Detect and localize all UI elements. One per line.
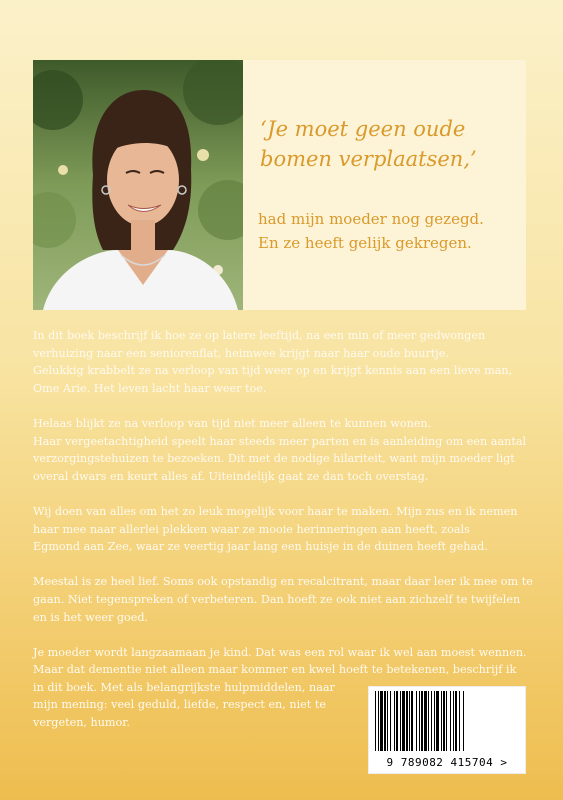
barcode-bar [436, 691, 439, 751]
barcode-bar [459, 691, 460, 751]
pull-quote-continuation: had mijn moeder nog gezegd. En ze heeft gelijk gekregen. [258, 210, 484, 252]
barcode-bar [384, 691, 386, 751]
barcode-bar [455, 691, 457, 751]
barcode-bar [421, 691, 423, 751]
barcode-bar [409, 691, 410, 751]
barcode-bar [419, 691, 420, 751]
barcode-bar [453, 691, 454, 751]
barcode-bar [434, 691, 435, 751]
barcode-bar [428, 691, 429, 751]
barcode-bar [424, 691, 427, 751]
barcode-bar [416, 691, 417, 751]
barcode-bar [406, 691, 408, 751]
blurb-paragraph-5: Je moeder wordt langzaamaan je kind. Dat was een rol waar ik wel aan moest wennen. Maar dat dementie niet alleen maar kommer en kwel hoeft te betekenen, beschrijf ik in dit boek. Met als belangrijkste hulpmiddelen, naar mijn mening: veel geduld, liefde, respect en, niet te vergeten, humor. [33, 645, 527, 730]
isbn-barcode [368, 686, 526, 774]
blurb-paragraph-2: Helaas blijkt ze na verloop van tijd niet meer alleen te kunnen wonen. Haar vergeetachtigheid speelt haar steeds meer parten en is aanleiding om een aantal verzorgingstehuizen te bezoeken. Dit met de nodige hilariteit, want mijn moeder ligt overal dwars en keurt alles af. Uiteindelijk gaat ze dan toch overstag. [33, 416, 527, 483]
barcode-bar [443, 691, 445, 751]
barcode-bar [463, 691, 464, 751]
back-cover-blurb [33, 327, 533, 732]
barcode-bar [450, 691, 451, 751]
barcode-bar [431, 691, 432, 751]
barcode-bar [378, 691, 379, 751]
barcode-bar [380, 691, 383, 751]
barcode-bars [369, 687, 525, 753]
blurb-paragraph-3: Wij doen van alles om het zo leuk mogelijk voor haar te maken. Mijn zus en ik nemen haar mee naar allerlei plekken waar ze mooie herinneringen aan heeft, zoals Egmond aan Zee, waar ze veertig jaar lang een huisje in de duinen heeft gehad. [33, 504, 518, 554]
blurb-paragraph-4: Meestal is ze heel lief. Soms ook opstandig en recalcitrant, maar daar leer ik mee om te gaan. Niet tegenspreken of verbeteren. Dan hoeft ze ook niet aan zichzelf te twijfelen en is het weer goed. [33, 575, 533, 624]
author-photo [33, 60, 243, 310]
blurb-paragraph-1: In dit boek beschrijf ik hoe ze op latere leeftijd, na een min of meer gedwongen verhuizing naar een seniorenflat, heimwee krijgt naar haar oude buurtje. Gelukkig krabbelt ze na verloop van tijd weer op en krijgt kennis aan een lieve man, Ome Arie. Het leven lacht haar weer toe. [33, 329, 513, 395]
barcode-bar [411, 691, 413, 751]
barcode-bar [400, 691, 401, 751]
pull-quote: ‘Je moet geen oude bomen verplaatsen,’ [260, 117, 477, 171]
barcode-bar [390, 691, 391, 751]
barcode-bar [375, 691, 376, 751]
author-photo-illustration [33, 60, 243, 310]
barcode-bar [446, 691, 447, 751]
isbn-number: 9 789082 415704 > [386, 756, 508, 769]
barcode-bar [441, 691, 442, 751]
barcode-bar [394, 691, 395, 751]
quote-panel [243, 60, 526, 310]
barcode-bar [402, 691, 405, 751]
barcode-bar [396, 691, 398, 751]
barcode-bar [387, 691, 388, 751]
